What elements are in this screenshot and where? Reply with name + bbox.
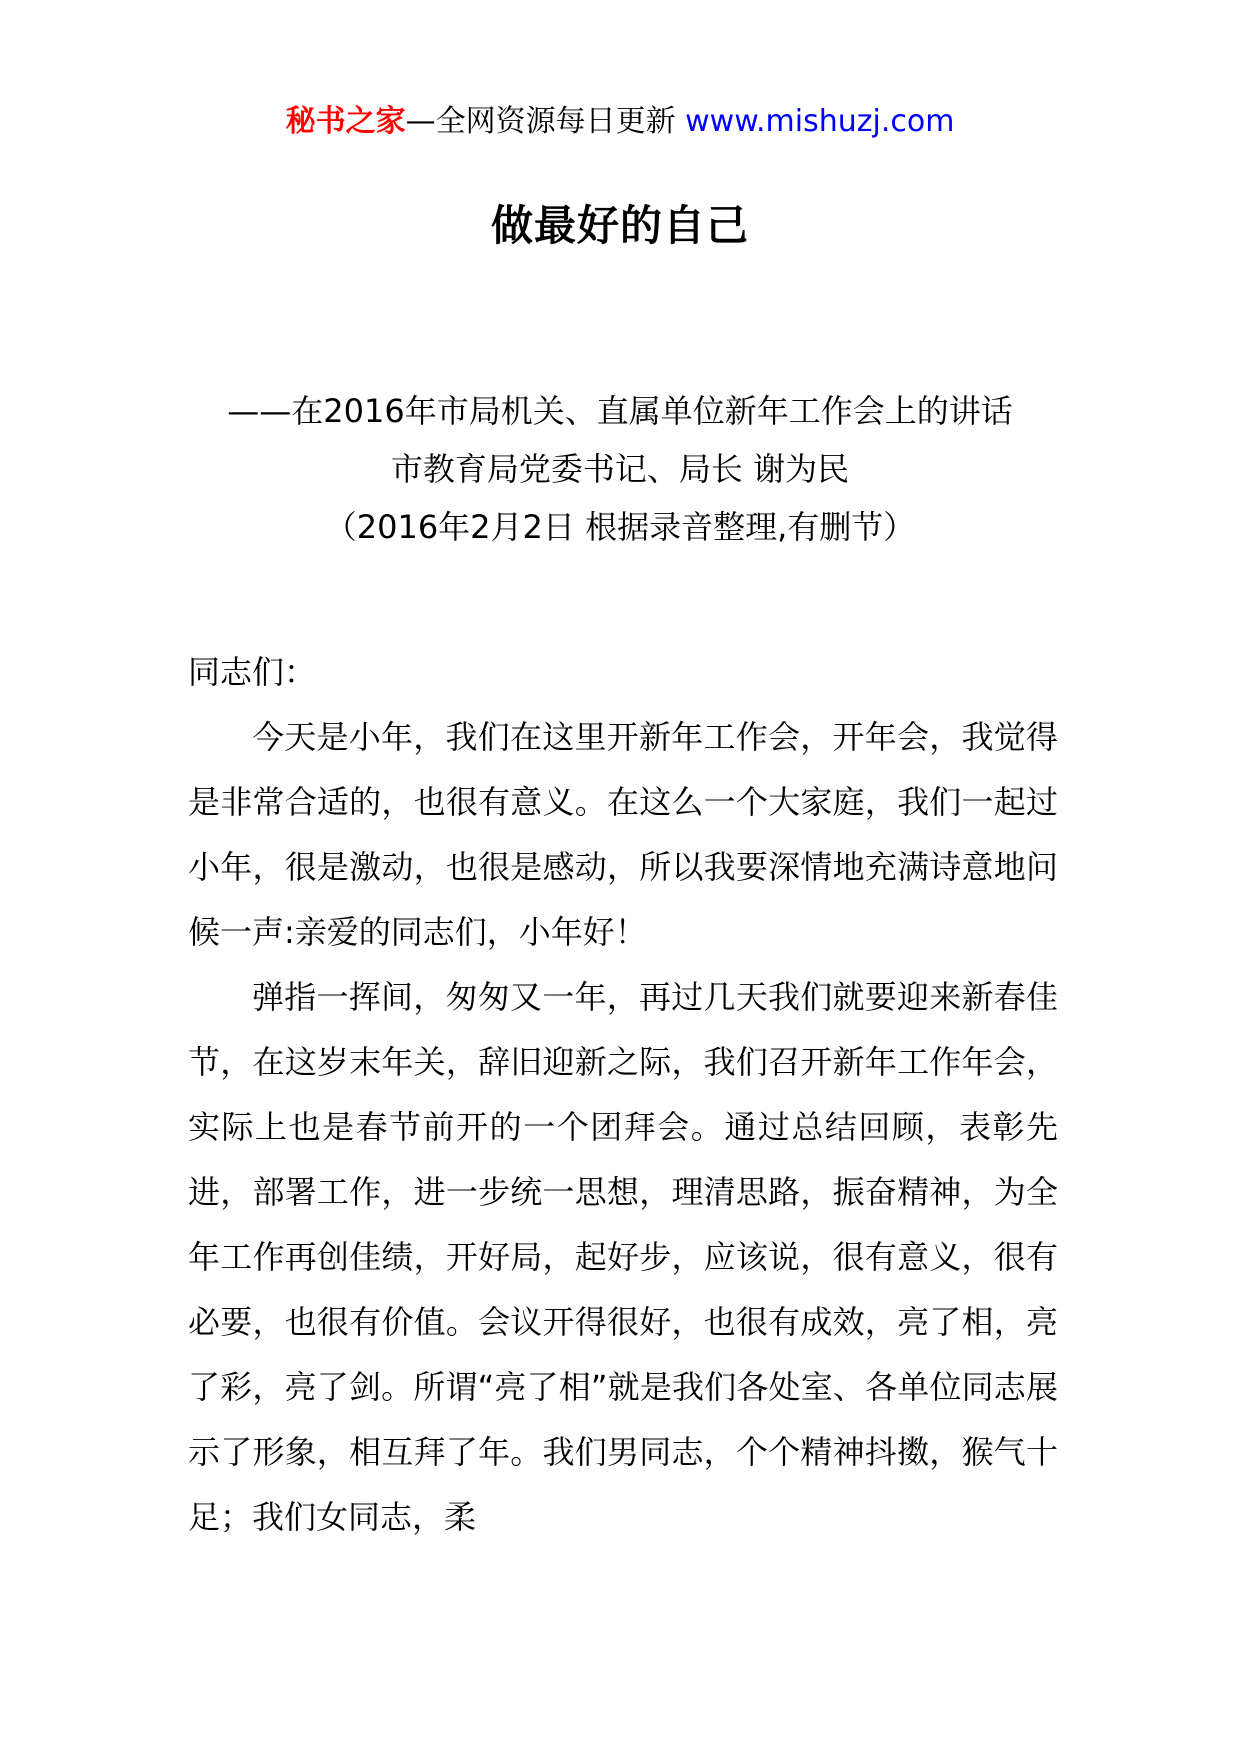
document-subtitle: ——在2016年市局机关、直属单位新年工作会上的讲话 [227, 392, 1013, 430]
document-date-note: （2016年2月2日 根据录音整理,有删节） [324, 508, 916, 546]
paragraph: 弹指一挥间，匆匆又一年，再过几天我们就要迎来新春佳节，在这岁末年关，辞旧迎新之际，我们召开新年工作年会，实际上也是春节前开的一个团拜会。通过总结回顾，表彰先进，部署工作，进一步统一思想，理清思路，振奋精神，为全年工作再创佳绩，开好局，起好步，应该说，很有意义，很有必要，也很有价值。会议开得很好，也很有成效，亮了相，亮了彩，亮了剑。所谓“亮了相”就是我们各处室、各单位同志展示了形象，相互拜了年。我们男同志，个个精神抖擞，猴气十足；我们女同志，柔 [188, 978, 1058, 1536]
document-body [188, 640, 1058, 1550]
document-speaker: 市教育局党委书记、局长 谢为民 [390, 450, 850, 488]
document-subtitle-block [0, 382, 1240, 556]
salutation: 同志们： [188, 653, 317, 691]
site-url-link[interactable]: www.mishuzj.com [685, 104, 955, 139]
site-brand: 秘书之家 [285, 104, 406, 139]
document-title: 做最好的自己 [490, 201, 749, 250]
site-header [0, 100, 1240, 144]
site-slogan: —全网资源每日更新 [405, 104, 686, 139]
paragraph: 今天是小年，我们在这里开新年工作会，开年会，我觉得是非常合适的，也很有意义。在这么一个大家庭，我们一起过小年，很是激动，也很是感动，所以我要深情地充满诗意地问候一声:亲爱的同志们，小年好！ [188, 718, 1058, 951]
